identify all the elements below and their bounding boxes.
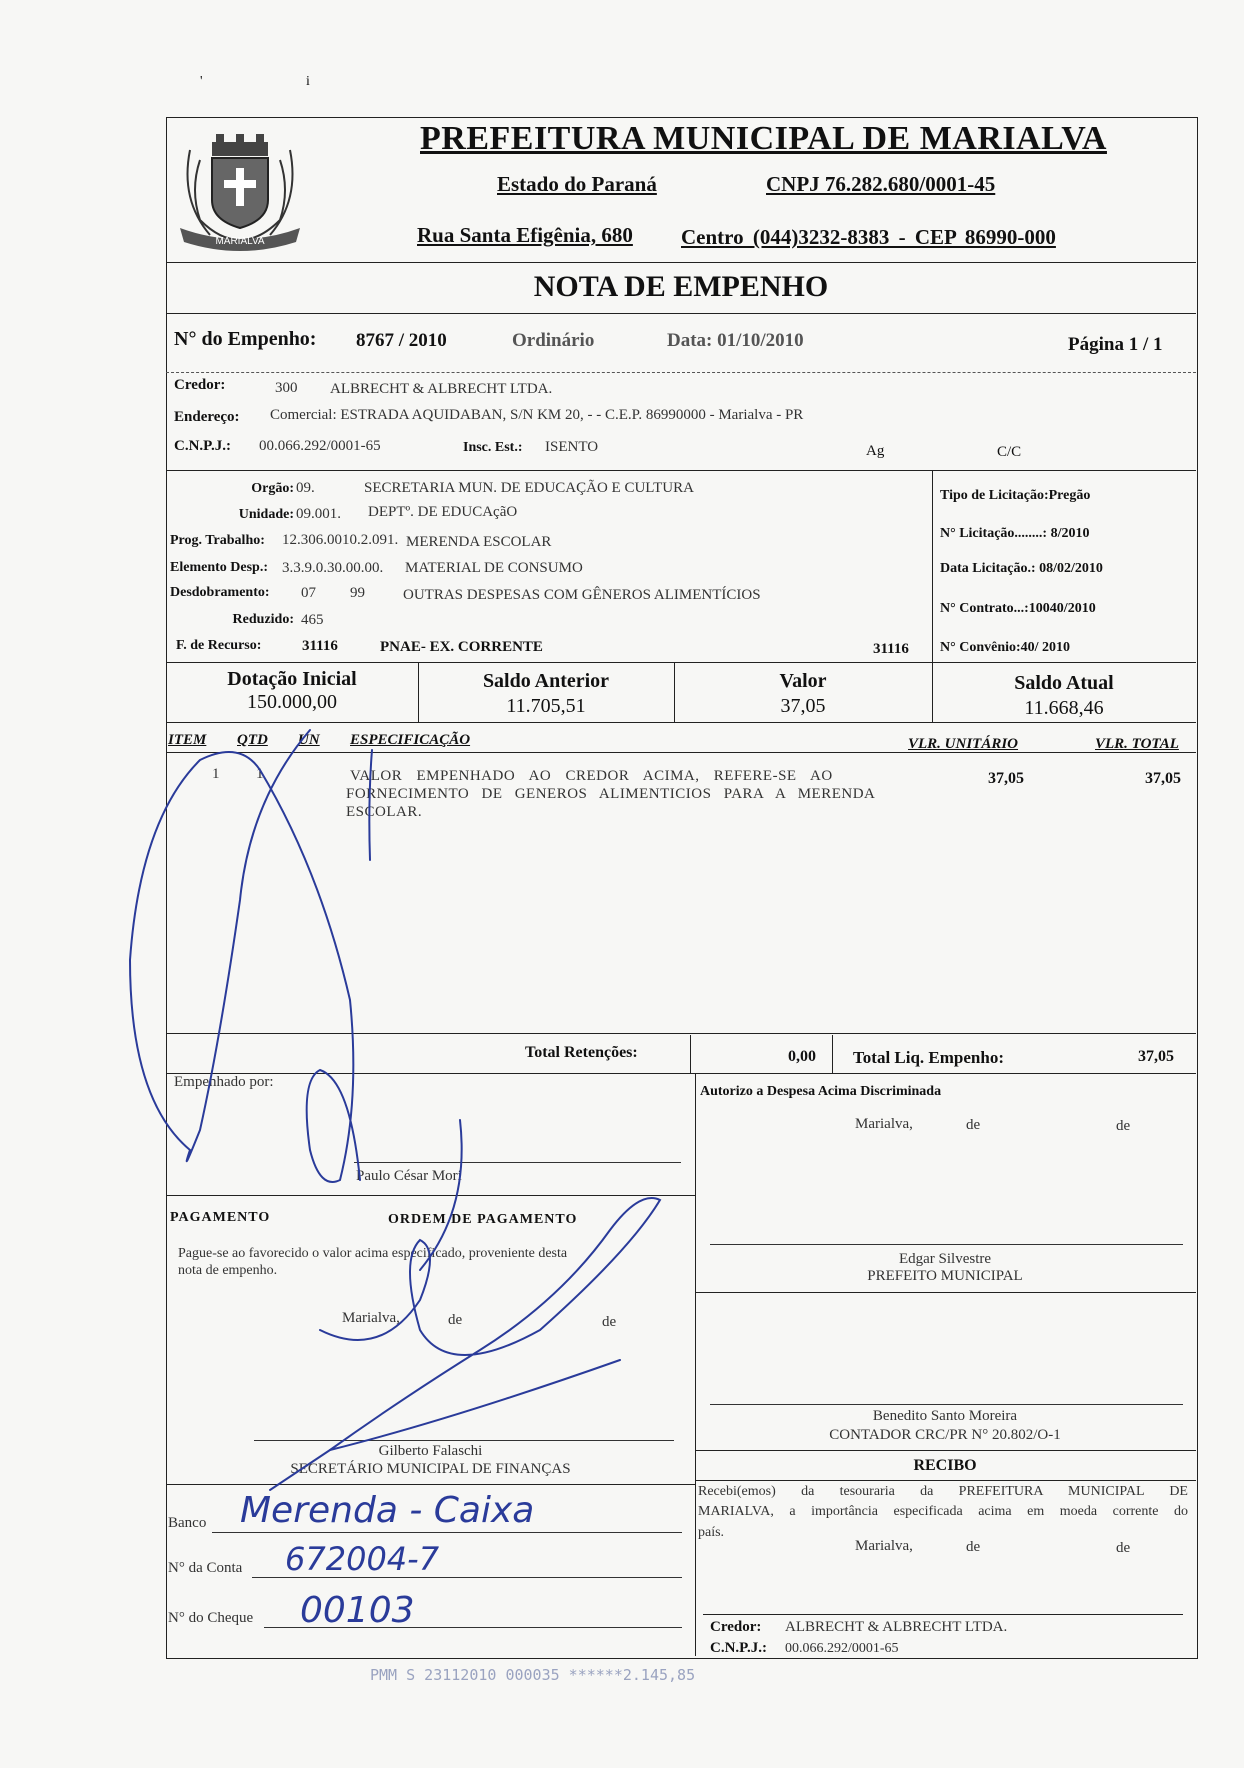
total-liquido-label: Total Liq. Empenho: <box>853 1048 1004 1067</box>
col-qtd: QTD <box>237 732 268 748</box>
ordem-pagamento-title: ORDEM DE PAGAMENTO <box>388 1212 578 1227</box>
prog-label: Prog. Trabalho: <box>170 533 265 548</box>
desdobramento-code-a: 07 <box>301 585 316 601</box>
numero-conta-label: N° da Conta <box>168 1560 243 1576</box>
empenhado-por-label: Empenhado por: <box>174 1074 274 1090</box>
header-state: Estado do Paraná <box>497 172 657 196</box>
col-un: UN <box>298 732 320 748</box>
recibo-text-1: Recebi(emos) da tesouraria da PREFEITURA MUNICIPAL DE <box>698 1484 1188 1499</box>
total-liquido-value: 37,05 <box>1138 1048 1174 1065</box>
reduzido-label: Reduzido: <box>232 612 294 627</box>
contador-role: CONTADOR CRC/PR N° 20.802/O-1 <box>829 1427 1061 1443</box>
recibo-de-1: de <box>966 1539 981 1555</box>
elemento-name: MATERIAL DE CONSUMO <box>405 560 583 576</box>
cnpj-value: 00.066.292/0001-65 <box>259 438 381 454</box>
fonte-recurso-label: F. de Recurso: <box>176 638 262 653</box>
prefeito-name: Edgar Silvestre <box>898 1251 992 1267</box>
endereco-label: Endereço: <box>174 409 240 425</box>
dotacao-value: 150.000,00 <box>247 691 337 713</box>
unidade-label: Unidade: <box>238 507 294 522</box>
desdobramento-label: Desdobramento: <box>170 585 270 600</box>
empenho-number: 8767 / 2010 <box>356 330 447 351</box>
recibo-city: Marialva, <box>855 1538 913 1554</box>
fonte-recurso-code-2: 31116 <box>873 641 909 657</box>
insc-value: ISENTO <box>545 439 599 455</box>
total-retencoes-label: Total Retenções: <box>525 1044 638 1061</box>
autorizo-de-1: de <box>966 1117 981 1133</box>
item-number: 1 <box>212 766 220 782</box>
col-vlr-total: VLR. TOTAL <box>1095 736 1179 752</box>
banco-label: Banco <box>168 1515 207 1531</box>
fonte-recurso-name: PNAE- EX. CORRENTE <box>380 639 543 655</box>
conta-corrente-label: C/C <box>997 444 1022 460</box>
credor-code: 300 <box>275 380 298 396</box>
recibo-text-2: MARIALVA, a importância especificada acima em moeda corrente do <box>698 1504 1188 1519</box>
empenhado-por-name: Paulo César Mori <box>356 1168 462 1184</box>
secretario-name: Gilberto Falaschi <box>378 1443 483 1459</box>
numero-licitacao: N° Licitação........: 8/2010 <box>940 526 1090 541</box>
recibo-credor-label: Credor: <box>710 1619 762 1635</box>
pagamento-de-1: de <box>448 1312 463 1328</box>
empenho-type: Ordinário <box>512 330 595 351</box>
numero-conta-handwritten: 672004-7 <box>285 1540 440 1578</box>
col-especificacao: ESPECIFICAÇÃO <box>350 732 471 748</box>
numero-cheque-label: N° do Cheque <box>168 1610 254 1626</box>
saldo-atual-label: Saldo Atual <box>1014 672 1114 694</box>
empenho-number-label: N° do Empenho: <box>174 328 317 350</box>
recibo-credor-name: ALBRECHT & ALBRECHT LTDA. <box>785 1619 1008 1635</box>
desdobramento-code-b: 99 <box>350 585 365 601</box>
pagamento-de-2: de <box>602 1314 617 1330</box>
endereco-value: Comercial: ESTRADA AQUIDABAN, S/N KM 20, - - C.E.P. 86990000 - Marialva - PR <box>270 407 804 423</box>
elemento-code: 3.3.9.0.30.00.00. <box>282 560 384 576</box>
data-licitacao: Data Licitação.: 08/02/2010 <box>940 561 1103 576</box>
numero-convenio: N° Convênio:40/ 2010 <box>940 640 1071 655</box>
header-centro: Centro (044)3232-8383 - CEP 86990-000 <box>681 225 1056 249</box>
orgao-code: 09. <box>296 480 315 496</box>
reduzido-value: 465 <box>301 612 324 628</box>
empenho-date: Data: 01/10/2010 <box>667 330 804 351</box>
banco-handwritten: Merenda - Caixa <box>240 1490 535 1531</box>
autorizo-de-2: de <box>1116 1118 1131 1134</box>
col-item: ITEM <box>168 732 207 748</box>
header-cnpj: CNPJ 76.282.680/0001-45 <box>766 172 996 196</box>
recibo-title: RECIBO <box>913 1457 977 1474</box>
autorizo-label: Autorizo a Despesa Acima Discriminada <box>700 1084 942 1099</box>
agencia-label: Ag <box>866 443 885 459</box>
tipo-licitacao: Tipo de Licitação:Pregão <box>940 488 1091 503</box>
autorizo-city: Marialva, <box>855 1116 913 1132</box>
prog-code: 12.306.0010.2.091. <box>282 532 399 548</box>
col-vlr-unitario: VLR. UNITÁRIO <box>908 736 1019 752</box>
svg-text:MARIALVA: MARIALVA <box>215 236 265 247</box>
cnpj-label: C.N.P.J.: <box>174 438 231 454</box>
pagamento-text-1: Pague-se ao favorecido o valor acima especificado, proveniente desta <box>178 1246 568 1261</box>
dotacao-label: Dotação Inicial <box>227 668 357 690</box>
pagamento-title: PAGAMENTO <box>170 1210 271 1225</box>
valor-value: 37,05 <box>780 695 826 717</box>
item-vlr-unitario: 37,05 <box>988 770 1024 787</box>
prog-name: MERENDA ESCOLAR <box>406 534 552 550</box>
recibo-de-2: de <box>1116 1540 1131 1556</box>
unidade-name: DEPTº. DE EDUCAçãO <box>368 504 518 520</box>
saldo-anterior-value: 11.705,51 <box>506 695 586 717</box>
credor-name: ALBRECHT & ALBRECHT LTDA. <box>330 381 553 397</box>
insc-label: Insc. Est.: <box>463 440 523 455</box>
recibo-cnpj-label: C.N.P.J.: <box>710 1640 767 1656</box>
numero-cheque-handwritten: 00103 <box>300 1590 415 1631</box>
page-number: Página 1 / 1 <box>1068 334 1163 355</box>
prefeito-role: PREFEITO MUNICIPAL <box>867 1268 1023 1284</box>
elemento-label: Elemento Desp.: <box>170 560 268 575</box>
footer-stamp: PMM S 23112010 000035 ******2.145,85 <box>370 1666 696 1684</box>
desdobramento-name: OUTRAS DESPESAS COM GÊNEROS ALIMENTÍCIOS <box>403 587 761 603</box>
item-desc-line-1: VALOR EMPENHADO AO CREDOR ACIMA, REFERE-SE AO <box>350 768 833 784</box>
unidade-code: 09.001. <box>296 506 341 522</box>
pagamento-text-2: nota de empenho. <box>178 1263 278 1278</box>
recibo-text-3: país. <box>698 1525 725 1540</box>
secretario-role: SECRETÁRIO MUNICIPAL DE FINANÇAS <box>290 1461 571 1477</box>
orgao-label: Orgão: <box>251 481 294 496</box>
recibo-cnpj-value: 00.066.292/0001-65 <box>785 1641 899 1656</box>
total-retencoes-value: 0,00 <box>788 1048 816 1065</box>
saldo-anterior-label: Saldo Anterior <box>482 670 610 692</box>
orgao-name: SECRETARIA MUN. DE EDUCAÇÃO E CULTURA <box>364 480 694 496</box>
valor-label: Valor <box>779 670 827 692</box>
scan-marks: ' i <box>200 74 360 89</box>
credor-label: Credor: <box>174 377 226 393</box>
header-title: PREFEITURA MUNICIPAL DE MARIALVA <box>420 120 1107 157</box>
item-desc-line-2: FORNECIMENTO DE GENEROS ALIMENTICIOS PARA A MERENDA <box>346 786 876 802</box>
fonte-recurso-code: 31116 <box>302 638 338 654</box>
item-vlr-total: 37,05 <box>1145 770 1181 787</box>
contador-name: Benedito Santo Moreira <box>872 1408 1018 1424</box>
item-qtd: 1 <box>256 766 264 782</box>
document-title: NOTA DE EMPENHO <box>533 270 829 303</box>
item-desc-line-3: ESCOLAR. <box>346 804 423 820</box>
numero-contrato: N° Contrato...:10040/2010 <box>940 601 1096 616</box>
saldo-atual-value: 11.668,46 <box>1024 697 1104 719</box>
pagamento-city: Marialva, <box>342 1310 400 1326</box>
header-street: Rua Santa Efigênia, 680 <box>417 223 633 247</box>
